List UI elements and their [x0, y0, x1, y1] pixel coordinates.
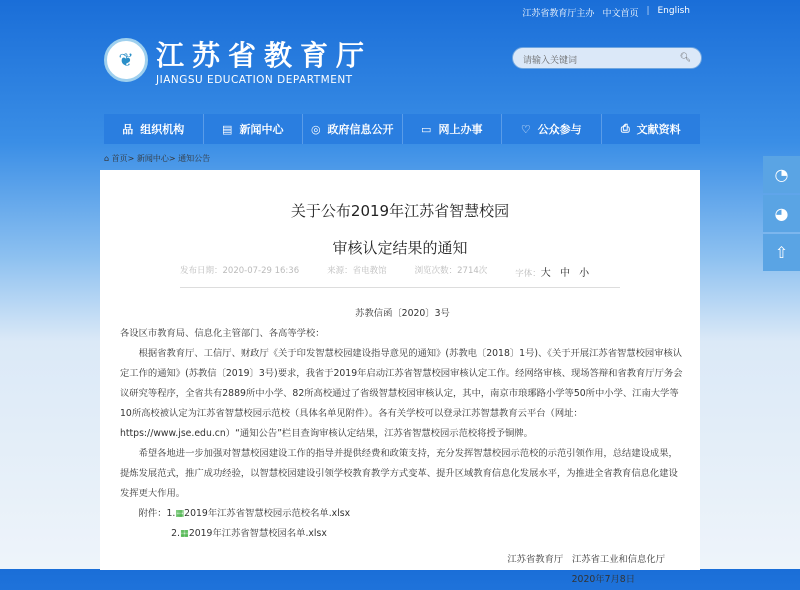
logo-subtitle: JIANGSU EDUCATION DEPARTMENT — [156, 74, 353, 86]
excel-icon: ▦ — [175, 508, 185, 519]
nav-label: 政府信息公开 — [327, 123, 394, 136]
paragraph-1: 根据省教育厅、工信厅、财政厅《关于印发智慧校园建设指导意见的通知》(苏教电〔2018〕1号)、《关于开展江苏省智慧校园审核认定工作的通知》(苏教信〔2019〕3号)要求，我省于2019年启动江苏省智慧校园审核认定工作。经网络审核、现场答辩和省教育厅厅务会议研究等程序，全省共有2889所中小学、82所高校通过了省级智慧校园审核认定，其中，南京市琅琊路小学等50所中小学、江南大学等10所高校被认定为江苏省智慧校园示范校（具体名单见附件）。各有关学校可以登录江苏智慧教育云平台（网址：https://www.jse.edu.cn）“通知公告”栏目查询审核认定结果，江苏省智慧校园示范校将授予铜牌。 — [120, 348, 683, 439]
crumb-notice[interactable]: 通知公告 — [178, 154, 211, 163]
site-logo[interactable] — [104, 34, 372, 86]
nav-news[interactable] — [204, 114, 304, 144]
compass-icon: ◎ — [310, 122, 321, 136]
breadcrumb: ⌂ 首页> 新闻中心> 通知公告 — [104, 154, 211, 163]
logo-title: 江苏省教育厅 — [156, 39, 373, 72]
font-size-switch[interactable]: 大 中 小 — [540, 268, 593, 279]
nav-label: 网上办事 — [438, 123, 483, 136]
doc-number: 苏教信函〔2020〕3号 — [355, 308, 450, 319]
crumb-home[interactable]: 首页 — [111, 154, 128, 163]
home-icon: ⌂ — [104, 154, 112, 163]
salutation: 各设区市教育局、信息化主管部门、各高等学校： — [120, 328, 325, 339]
article-title-2: 审核认定结果的通知 — [332, 239, 468, 257]
article-meta — [180, 264, 620, 288]
sign-date: 2020年7月8日 — [571, 574, 635, 585]
monitor-icon: ▭ — [421, 122, 432, 136]
printer-icon: ⎙ — [620, 122, 630, 135]
search-input[interactable] — [512, 47, 702, 69]
search-placeholder: 请输入关键词 — [523, 56, 578, 66]
font-label: 字体： — [515, 269, 541, 279]
excel-icon: ▦ — [180, 528, 189, 539]
top-links: 江苏省教育厅主办 中文首页 | English — [522, 6, 690, 19]
attachment-link-1[interactable]: 2019年江苏省智慧校园示范校名单.xlsx — [184, 508, 351, 519]
english-link[interactable]: English — [657, 6, 690, 16]
view-count: 浏览次数：2714次 — [414, 266, 488, 276]
sponsor-text: 江苏省教育厅主办 — [522, 9, 595, 19]
nav-online[interactable] — [403, 114, 503, 144]
nav-label: 新闻中心 — [239, 123, 284, 136]
crumb-news[interactable]: 新闻中心 — [136, 154, 169, 163]
nav-docs[interactable] — [602, 114, 701, 144]
attachment-num: 1. — [166, 508, 176, 519]
nav-label: 公众参与 — [537, 123, 582, 136]
paragraph-2: 希望各地进一步加强对智慧校园建设工作的指导并提供经费和政策支持，充分发挥智慧校园示范校的示范引领作用，总结建设成果，提炼发展范式，推广成功经验，以智慧校园建设引领学校教育教学方式变革、提升区域教育信息化发展水平，为推进全省教育信息化建设发挥更大作用。 — [120, 448, 678, 499]
signers: 江苏省教育厅 江苏省工业和信息化厅 — [507, 554, 665, 565]
org-chart-icon: 品 — [122, 123, 134, 136]
article-panel — [100, 170, 700, 585]
attachment-link-2[interactable]: 2019年江苏省智慧校园名单.xlsx — [188, 528, 327, 539]
nav-org[interactable] — [104, 114, 204, 144]
weibo-icon[interactable]: ◔ — [763, 156, 800, 193]
attachment-num: 2. — [171, 528, 181, 539]
back-to-top-icon[interactable]: ⇧ — [763, 234, 800, 271]
heart-icon: ♡ — [520, 122, 531, 136]
nav-label: 组织机构 — [140, 123, 185, 136]
article-body — [120, 304, 685, 590]
nav-public[interactable] — [502, 114, 602, 144]
nav-label: 文献资料 — [636, 123, 681, 136]
document-icon: ▤ — [222, 122, 233, 136]
wechat-icon[interactable]: ◕ — [763, 195, 800, 232]
main-nav — [104, 114, 700, 144]
home-cn-link[interactable]: 中文首页 — [602, 9, 639, 19]
article-title-1: 关于公布2019年江苏省智慧校园 — [290, 202, 510, 220]
publish-date: 发布日期：2020-07-29 16:36 — [180, 266, 300, 276]
search-icon[interactable]: 🔍︎ — [679, 53, 691, 63]
attachment-label: 附件： — [138, 508, 167, 519]
emblem-icon: ❦ — [104, 38, 148, 82]
nav-gov-info[interactable] — [303, 114, 403, 144]
source: 来源：省电教馆 — [327, 266, 387, 276]
